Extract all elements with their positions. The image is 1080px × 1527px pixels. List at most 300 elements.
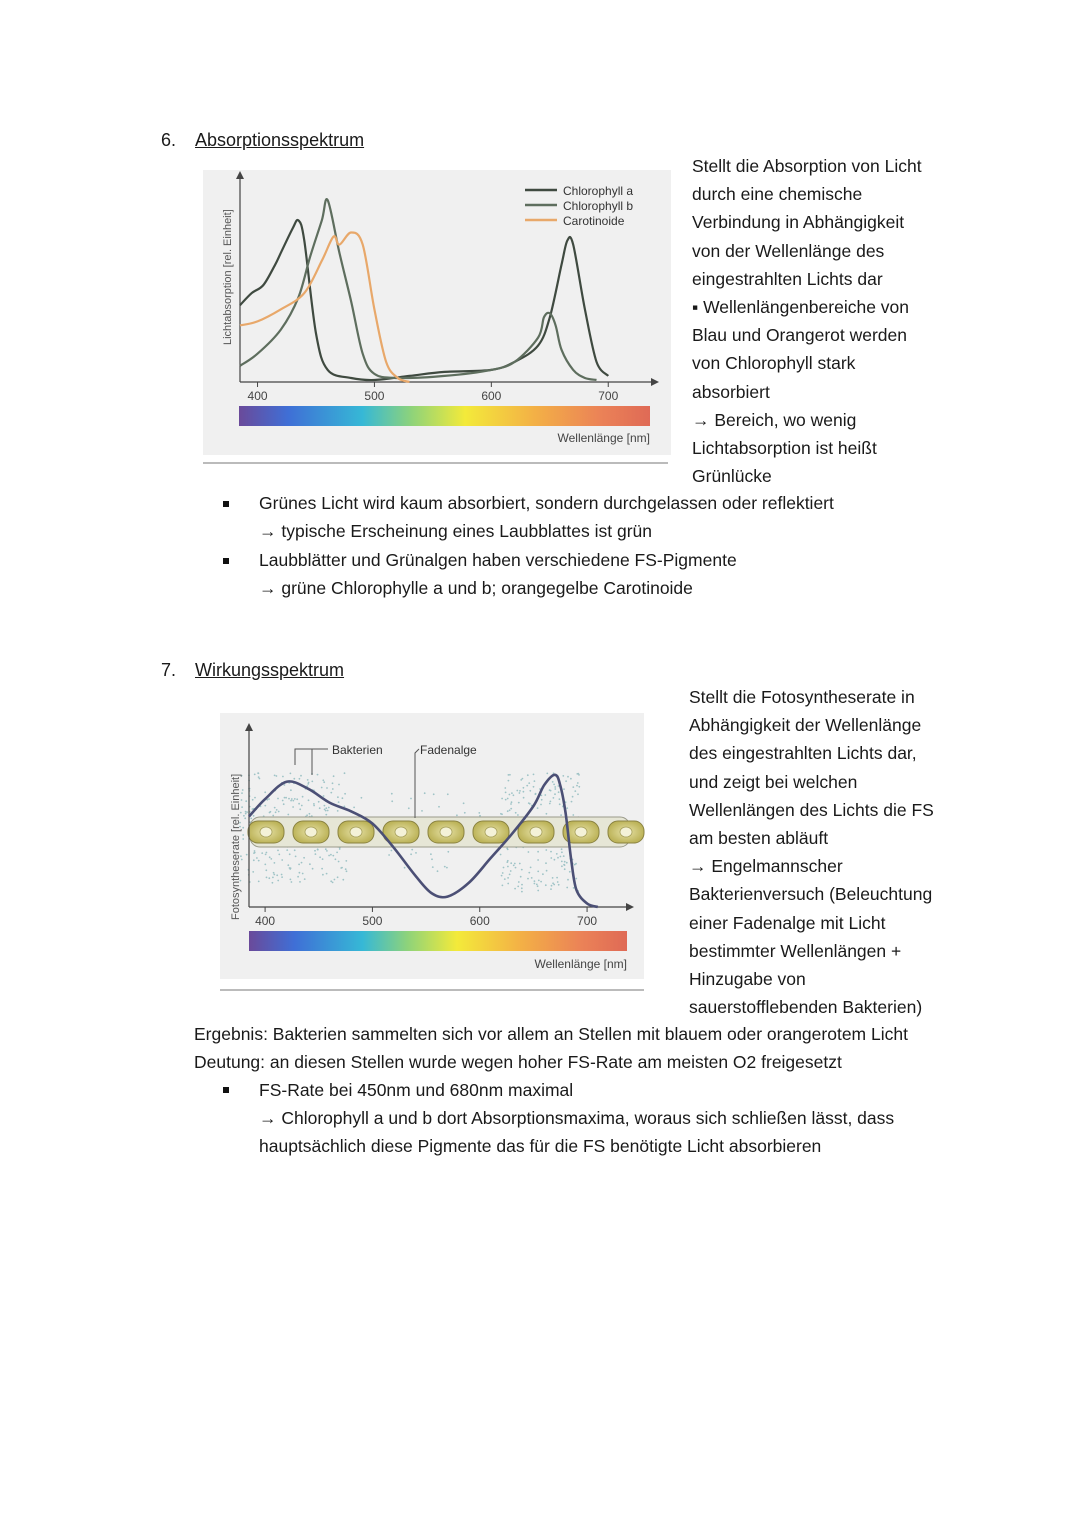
bacterium-dot	[559, 798, 561, 800]
bacterium-dot	[332, 782, 334, 784]
bacterium-dot	[258, 860, 260, 862]
bacterium-dot	[319, 856, 321, 858]
bacterium-dot	[433, 793, 435, 795]
bacterium-dot	[270, 811, 272, 813]
bacterium-dot	[521, 884, 523, 886]
bacterium-dot	[337, 796, 339, 798]
bacterium-dot	[245, 813, 247, 815]
bacterium-dot	[345, 868, 347, 870]
bacterium-dot	[346, 870, 348, 872]
bacterium-dot	[546, 813, 548, 815]
bacterium-dot	[299, 778, 301, 780]
bacterium-dot	[338, 801, 340, 803]
bacterium-dot	[519, 790, 521, 792]
x-tick-label: 400	[255, 914, 276, 928]
list-item: Grünes Licht wird kaum absorbiert, sondern durchgelassen oder reflektiert → typische Erscheinung eines Laubblattes ist grün	[193, 490, 1053, 545]
bacterium-dot	[533, 786, 535, 788]
bacterium-dot	[438, 806, 440, 808]
bacterium-dot	[290, 879, 292, 881]
bacterium-dot	[526, 785, 528, 787]
bacterium-dot	[537, 885, 539, 887]
section6-line: absorbiert	[692, 381, 770, 402]
section-7-conclusion	[194, 1020, 1054, 1076]
bacterium-dot	[335, 858, 337, 860]
bacterium-dot	[330, 792, 332, 794]
legend-label-chlorophyll-a: Chlorophyll a	[563, 184, 634, 198]
bacterium-dot	[506, 848, 508, 850]
bacterium-dot	[315, 853, 317, 855]
bacterium-dot	[328, 807, 330, 809]
chart-1-spectrum-bar	[239, 406, 650, 426]
bacterium-dot	[312, 868, 314, 870]
bacterium-dot	[264, 791, 266, 793]
alga-cell-nucleus	[620, 827, 632, 837]
section7-line: bestimmter Wellenlängen +	[689, 940, 902, 961]
bacterium-dot	[424, 792, 426, 794]
bacterium-dot	[283, 803, 285, 805]
alga-cell-nucleus	[305, 827, 317, 837]
bacterium-dot	[265, 854, 267, 856]
bacterium-dot	[535, 793, 537, 795]
bacterium-dot	[342, 879, 344, 881]
bacterium-dot	[546, 870, 548, 872]
bacterium-dot	[361, 797, 363, 799]
section7-line: des eingestrahlten Lichts dar,	[689, 743, 917, 764]
bacterium-dot	[272, 815, 274, 817]
bacterium-dot	[572, 814, 574, 816]
chart-1-xlabel: Wellenlänge [nm]	[557, 431, 650, 445]
bacterium-dot	[576, 773, 578, 775]
bacterium-dot	[311, 781, 313, 783]
bacterium-dot	[242, 827, 244, 829]
bacterium-dot	[242, 789, 244, 791]
bacterium-dot	[415, 852, 417, 854]
bacterium-dot	[266, 852, 268, 854]
legend-label-carotinoide: Carotinoide	[563, 214, 625, 228]
bacterium-dot	[306, 814, 308, 816]
bacterium-dot	[514, 888, 516, 890]
bacterium-dot	[314, 850, 316, 852]
bacterium-dot	[323, 795, 325, 797]
bacterium-dot	[574, 790, 576, 792]
bacterium-dot	[391, 793, 393, 795]
bacterium-dot	[550, 801, 552, 803]
bacterium-dot	[514, 863, 516, 865]
interpretation-text: Deutung: an diesen Stellen wurde wegen hoher FS-Rate am meisten O2 freigesetzt	[194, 1052, 842, 1072]
bacterium-dot	[273, 874, 275, 876]
list-item: FS-Rate bei 450nm und 680nm maximal → Chlorophyll a und b dort Absorptionsmaxima, woraus sich schließen lässt, dass hauptsächlich diese Pigmente das für die FS benötigte Licht absorbieren	[193, 1076, 1053, 1160]
alga-cell-nucleus	[350, 827, 362, 837]
bacterium-dot	[518, 802, 520, 804]
bacterium-dot	[258, 881, 260, 883]
bacterium-dot	[534, 880, 536, 882]
bacterium-dot	[508, 774, 510, 776]
bacterium-dot	[537, 871, 539, 873]
section7-line: Wellenlängen des Lichts die FS	[689, 799, 934, 820]
bacterium-dot	[559, 803, 561, 805]
bacterium-dot	[503, 867, 505, 869]
section6-line: durch eine chemische	[692, 184, 863, 205]
bacterium-dot	[507, 866, 509, 868]
bacterium-dot	[284, 784, 286, 786]
action-spectrum-chart	[220, 713, 646, 995]
bacterium-dot	[531, 877, 533, 879]
bacterium-dot	[272, 877, 274, 879]
bacterium-dot	[500, 854, 502, 856]
bacterium-dot	[509, 874, 511, 876]
bacterium-dot	[246, 854, 248, 856]
bacterium-dot	[325, 810, 327, 812]
bacterium-dot	[578, 786, 580, 788]
bacterium-dot	[554, 859, 556, 861]
bacterium-dot	[325, 814, 327, 816]
section-7-bullets	[193, 1076, 1053, 1160]
bacterium-dot	[447, 793, 449, 795]
bacterium-dot	[322, 779, 324, 781]
bacterium-dot	[330, 880, 332, 882]
bacterium-dot	[563, 788, 565, 790]
bacterium-dot	[529, 790, 531, 792]
bacterium-dot	[561, 861, 563, 863]
bacterium-dot	[308, 799, 310, 801]
bacterium-dot	[298, 864, 300, 866]
bacterium-dot	[561, 848, 563, 850]
bacterium-dot	[537, 807, 539, 809]
bacterium-dot	[577, 782, 579, 784]
bacterium-dot	[317, 848, 319, 850]
chart-2-spectrum-bar	[249, 931, 627, 951]
section7-line: und zeigt bei welchen	[689, 771, 858, 792]
bacterium-dot	[307, 783, 309, 785]
bacterium-dot	[299, 808, 301, 810]
bacterium-dot	[556, 853, 558, 855]
bacterium-dot	[291, 798, 293, 800]
bacterium-dot	[299, 881, 301, 883]
bacterium-dot	[243, 815, 245, 817]
bacterium-dot	[563, 855, 565, 857]
bacterium-dot	[520, 876, 522, 878]
bacterium-dot	[274, 862, 276, 864]
bacterium-dot	[549, 789, 551, 791]
bacterium-dot	[510, 808, 512, 810]
bacterium-dot	[565, 780, 567, 782]
bacterium-dot	[272, 882, 274, 884]
bacterium-dot	[507, 810, 509, 812]
bacterium-dot	[523, 791, 525, 793]
section-6-bullets	[193, 490, 1053, 602]
bacterium-dot	[284, 797, 286, 799]
bacterium-dot	[325, 807, 327, 809]
bacterium-dot	[530, 867, 532, 869]
bacterium-dot	[252, 799, 254, 801]
bacterium-dot	[518, 881, 520, 883]
bacterium-dot	[296, 798, 298, 800]
bacterium-dot	[561, 865, 563, 867]
bacterium-dot	[551, 885, 553, 887]
bacterium-dot	[540, 804, 542, 806]
bacterium-dot	[567, 879, 569, 881]
bacterium-dot	[253, 859, 255, 861]
bacterium-dot	[288, 798, 290, 800]
bacterium-dot	[281, 859, 283, 861]
bacterium-dot	[557, 881, 559, 883]
bacterium-dot	[304, 878, 306, 880]
bacterium-dot	[256, 857, 258, 859]
bacterium-dot	[282, 800, 284, 802]
bacterium-dot	[254, 852, 256, 854]
section-6-heading	[161, 130, 364, 151]
section-7-description	[689, 683, 934, 1021]
bacterium-dot	[446, 867, 448, 869]
bacterium-dot	[501, 798, 503, 800]
bacterium-dot	[552, 781, 554, 783]
x-tick-label: 400	[247, 389, 268, 403]
bacterium-dot	[303, 857, 305, 859]
annotation-bakterien: Bakterien	[332, 743, 383, 757]
bacterium-dot	[317, 774, 319, 776]
bacterium-dot	[388, 854, 390, 856]
bacterium-dot	[513, 865, 515, 867]
bacterium-dot	[323, 781, 325, 783]
bacterium-dot	[507, 883, 509, 885]
bacterium-dot	[545, 862, 547, 864]
section6-line: Stellt die Absorption von Licht	[692, 156, 922, 176]
bacterium-dot	[332, 788, 334, 790]
section6-line: eingestrahlten Lichts dar	[692, 268, 883, 289]
bacterium-dot	[274, 807, 276, 809]
bacterium-dot	[478, 812, 480, 814]
bacterium-dot	[281, 874, 283, 876]
bacterium-dot	[540, 881, 542, 883]
bacterium-dot	[299, 872, 301, 874]
bacterium-dot	[324, 805, 326, 807]
chart-2-ylabel: Fotosyntheserate [rel. Einheit]	[230, 773, 242, 920]
bacterium-dot	[546, 773, 548, 775]
bacterium-dot	[537, 859, 539, 861]
bacterium-dot	[253, 815, 255, 817]
bacterium-dot	[277, 850, 279, 852]
x-tick-label: 600	[469, 914, 490, 928]
bacterium-dot	[557, 857, 559, 859]
bacterium-dot	[294, 849, 296, 851]
bacterium-dot	[528, 782, 530, 784]
bacterium-dot	[307, 779, 309, 781]
bacterium-dot	[294, 798, 296, 800]
section6-line: ▪ Wellenlängenbereiche von	[692, 297, 909, 318]
bacterium-dot	[336, 852, 338, 854]
bacterium-dot	[511, 792, 513, 794]
bacterium-dot	[261, 852, 263, 854]
bacterium-dot	[410, 798, 412, 800]
section-6-title: Absorptionsspektrum	[195, 130, 365, 150]
bacterium-dot	[265, 869, 267, 871]
bacterium-dot	[321, 787, 323, 789]
bacterium-dot	[264, 864, 266, 866]
alga-cell-nucleus	[260, 827, 272, 837]
bacterium-dot	[337, 876, 339, 878]
bacterium-dot	[326, 873, 328, 875]
bacterium-dot	[344, 793, 346, 795]
section6-line: Grünlücke	[692, 466, 772, 487]
bacterium-dot	[554, 786, 556, 788]
bacterium-dot	[254, 850, 256, 852]
bacterium-dot	[571, 801, 573, 803]
bacterium-dot	[510, 870, 512, 872]
alga-cell-nucleus	[530, 827, 542, 837]
bacterium-dot	[554, 788, 556, 790]
bacterium-dot	[338, 784, 340, 786]
bacterium-dot	[574, 864, 576, 866]
bacterium-dot	[578, 774, 580, 776]
list-item: Laubblätter und Grünalgen haben verschiedene FS-Pigmente → grüne Chlorophylle a und b; orangegelbe Carotinoide	[193, 547, 1053, 602]
alga-cell-nucleus	[485, 827, 497, 837]
bacterium-dot	[333, 775, 335, 777]
bacterium-dot	[330, 854, 332, 856]
bacterium-dot	[264, 805, 266, 807]
bacterium-dot	[410, 853, 412, 855]
bacterium-dot	[564, 861, 566, 863]
bacterium-dot	[332, 882, 334, 884]
bacterium-dot	[339, 848, 341, 850]
bacterium-dot	[326, 850, 328, 852]
bacterium-dot	[566, 887, 568, 889]
bacterium-dot	[322, 874, 324, 876]
bacterium-dot	[274, 775, 276, 777]
bacterium-dot	[550, 851, 552, 853]
bacterium-dot	[562, 775, 564, 777]
bacterium-dot	[528, 872, 530, 874]
bacterium-dot	[391, 850, 393, 852]
bacterium-dot	[342, 797, 344, 799]
bacterium-dot	[527, 774, 529, 776]
bacterium-dot	[536, 884, 538, 886]
bacterium-dot	[521, 891, 523, 893]
section6-line: Blau und Orangerot werden	[692, 325, 907, 346]
bacterium-dot	[566, 807, 568, 809]
section7-line: → Engelmannscher	[689, 856, 843, 877]
x-tick-label: 500	[364, 389, 385, 403]
bacterium-dot	[567, 776, 569, 778]
section7-line: Bakterienversuch (Beleuchtung	[689, 884, 933, 905]
bacterium-dot	[560, 856, 562, 858]
bacterium-dot	[511, 801, 513, 803]
bacterium-dot	[528, 851, 530, 853]
bacterium-dot	[300, 775, 302, 777]
section-7-heading	[161, 660, 344, 681]
bacterium-dot	[572, 786, 574, 788]
bacterium-dot	[391, 800, 393, 802]
bacterium-dot	[326, 787, 328, 789]
bacterium-dot	[534, 883, 536, 885]
bacterium-dot	[313, 805, 315, 807]
bacterium-dot	[318, 801, 320, 803]
bacterium-dot	[345, 860, 347, 862]
annotation-fadenalge: Fadenalge	[420, 743, 477, 757]
bacterium-dot	[522, 778, 524, 780]
bacterium-dot	[421, 810, 423, 812]
bacterium-dot	[527, 878, 529, 880]
bacterium-dot	[298, 803, 300, 805]
bacterium-dot	[269, 856, 271, 858]
bacterium-dot	[508, 780, 510, 782]
bacterium-dot	[510, 803, 512, 805]
bacterium-dot	[270, 858, 272, 860]
bacterium-dot	[573, 887, 575, 889]
bacterium-dot	[332, 855, 334, 857]
bacterium-dot	[545, 884, 547, 886]
bacterium-dot	[340, 867, 342, 869]
bacterium-dot	[252, 808, 254, 810]
bacterium-dot	[281, 876, 283, 878]
bacterium-dot	[404, 867, 406, 869]
bacterium-dot	[509, 794, 511, 796]
legend-label-chlorophyll-b: Chlorophyll b	[563, 199, 634, 213]
bacterium-dot	[282, 776, 284, 778]
bacterium-dot	[537, 851, 539, 853]
bacterium-dot	[273, 872, 275, 874]
bacterium-dot	[500, 813, 502, 815]
bacterium-dot	[275, 811, 277, 813]
bacterium-dot	[276, 874, 278, 876]
bacterium-dot	[556, 877, 558, 879]
bacterium-dot	[541, 799, 543, 801]
result-text: Ergebnis: Bakterien sammelten sich vor allem an Stellen mit blauem oder orangerotem Licht	[194, 1024, 908, 1044]
bacterium-dot	[309, 813, 311, 815]
bacterium-dot	[560, 814, 562, 816]
bacterium-dot	[437, 870, 439, 872]
bacterium-dot	[575, 878, 577, 880]
x-tick-label: 500	[362, 914, 383, 928]
bacterium-dot	[505, 799, 507, 801]
bacterium-dot	[537, 890, 539, 892]
absorption-chart	[203, 170, 671, 468]
bacterium-dot	[456, 814, 458, 816]
bacterium-dot	[553, 797, 555, 799]
x-tick-label: 700	[577, 914, 598, 928]
section-6-number: 6.	[161, 130, 177, 150]
section6-line: Verbindung in Abhängigkeit	[692, 212, 905, 233]
bacterium-dot	[245, 811, 247, 813]
bacterium-dot	[447, 851, 449, 853]
bacterium-dot	[504, 787, 506, 789]
bacterium-dot	[558, 791, 560, 793]
bacterium-dot	[276, 809, 278, 811]
bacterium-dot	[244, 817, 246, 819]
bacterium-dot	[258, 776, 260, 778]
bacterium-dot	[287, 864, 289, 866]
bacterium-dot	[564, 864, 566, 866]
bacterium-dot	[544, 794, 546, 796]
bacterium-dot	[353, 807, 355, 809]
bacterium-dot	[297, 876, 299, 878]
bacterium-dot	[515, 812, 517, 814]
bacterium-dot	[516, 790, 518, 792]
bacterium-dot	[328, 855, 330, 857]
bacterium-dot	[529, 803, 531, 805]
bacterium-dot	[515, 867, 517, 869]
bacterium-dot	[502, 872, 504, 874]
bacterium-dot	[408, 807, 410, 809]
bacterium-dot	[444, 866, 446, 868]
bacterium-dot	[245, 800, 247, 802]
bacterium-dot	[509, 809, 511, 811]
x-tick-label: 700	[598, 389, 619, 403]
bacterium-dot	[277, 798, 279, 800]
bacterium-dot	[250, 818, 252, 820]
bacterium-dot	[577, 793, 579, 795]
bacterium-dot	[285, 797, 287, 799]
bacterium-dot	[268, 877, 270, 879]
